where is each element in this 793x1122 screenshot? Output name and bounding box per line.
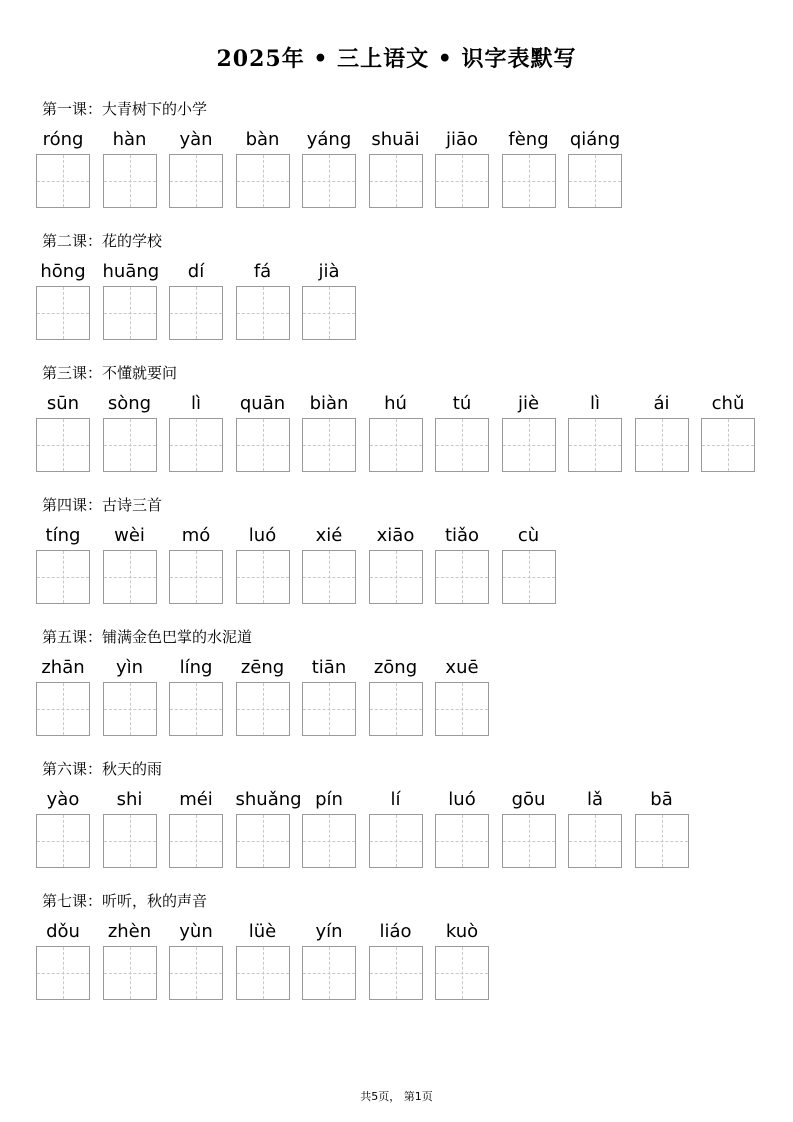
writing-grid-box	[36, 682, 90, 736]
writing-grid-box	[435, 814, 489, 868]
character-cell	[102, 261, 160, 340]
character-cell	[236, 922, 290, 1000]
pinyin-label: hōng	[40, 261, 86, 282]
pinyin-label: xié	[315, 525, 343, 546]
pinyin-label: quān	[239, 393, 286, 414]
character-cell	[36, 526, 90, 604]
pinyin-label: tíng	[45, 525, 81, 546]
pinyin-label: zhān	[41, 657, 85, 678]
pinyin-label: yáng	[306, 129, 352, 150]
pinyin-label: sòng	[107, 393, 152, 414]
pinyin-label: jiāo	[445, 129, 479, 150]
lesson-title: 第七课：听听，秋的声音	[42, 892, 208, 910]
pinyin-label: wèi	[114, 525, 145, 546]
writing-grid-box	[568, 154, 622, 208]
writing-grid-box	[369, 946, 423, 1000]
writing-grid-box	[36, 154, 90, 208]
writing-grid-box	[502, 154, 556, 208]
writing-grid-box	[36, 550, 90, 604]
writing-grid-box	[236, 550, 290, 604]
pinyin-label: tiān	[311, 657, 347, 678]
character-cell	[236, 394, 290, 472]
writing-grid-box	[369, 154, 423, 208]
pinyin-label: sūn	[46, 393, 80, 414]
writing-grid-box	[169, 418, 223, 472]
pinyin-label: qiáng	[569, 129, 621, 150]
pinyin-label: luó	[248, 525, 277, 546]
character-cell	[568, 130, 622, 208]
character-cell	[302, 130, 356, 208]
writing-grid-box	[435, 682, 489, 736]
character-row	[36, 526, 568, 604]
character-cell	[369, 790, 423, 868]
pinyin-label: lì	[190, 393, 201, 414]
pinyin-label: shuǎng	[235, 789, 302, 810]
pinyin-label: cù	[517, 525, 540, 546]
character-cell	[103, 526, 157, 604]
pinyin-label: yín	[315, 921, 343, 942]
character-cell	[169, 658, 223, 736]
character-cell	[302, 394, 356, 472]
character-cell	[635, 394, 689, 472]
character-row	[36, 922, 502, 1000]
writing-grid-box	[369, 682, 423, 736]
page-footer: 共5页， 第1页	[360, 1090, 433, 1103]
pinyin-label: róng	[42, 129, 84, 150]
character-cell	[302, 922, 356, 1000]
character-cell	[435, 130, 489, 208]
pinyin-label: biàn	[309, 393, 349, 414]
character-row	[36, 394, 768, 472]
character-cell	[169, 526, 223, 604]
writing-grid-box	[302, 682, 356, 736]
writing-grid-box	[302, 286, 356, 340]
writing-grid-box	[103, 154, 157, 208]
character-cell	[169, 130, 223, 208]
pinyin-label: ái	[653, 393, 670, 414]
writing-grid-box	[502, 814, 556, 868]
pinyin-label: zēng	[240, 657, 285, 678]
writing-grid-box	[36, 286, 90, 340]
writing-grid-box	[435, 550, 489, 604]
writing-grid-box	[103, 286, 157, 340]
character-cell	[36, 658, 90, 736]
character-cell	[36, 790, 90, 868]
writing-grid-box	[435, 946, 489, 1000]
pinyin-label: fá	[253, 261, 272, 282]
character-row	[36, 790, 701, 868]
character-cell	[235, 789, 302, 868]
pinyin-label: xiāo	[376, 525, 415, 546]
writing-grid-box	[701, 418, 755, 472]
character-cell	[236, 130, 290, 208]
lesson-title: 第一课：大青树下的小学	[42, 100, 208, 118]
writing-grid-box	[36, 814, 90, 868]
pinyin-label: luó	[448, 789, 476, 810]
pinyin-label: jiè	[517, 393, 540, 414]
writing-grid-box	[169, 286, 223, 340]
character-cell	[169, 262, 223, 340]
character-row	[36, 658, 502, 736]
pinyin-label: lí	[390, 789, 401, 810]
pinyin-label: yàn	[179, 129, 213, 150]
character-cell	[36, 262, 90, 340]
character-cell	[435, 790, 489, 868]
lesson-title: 第六课：秋天的雨	[42, 760, 163, 778]
character-cell	[369, 658, 423, 736]
writing-grid-box	[236, 418, 290, 472]
character-cell	[103, 394, 157, 472]
pinyin-label: lǎ	[586, 789, 604, 810]
pinyin-label: bàn	[245, 129, 280, 150]
character-cell	[36, 130, 90, 208]
pinyin-label: méi	[179, 789, 213, 810]
pinyin-label: bā	[650, 789, 673, 810]
writing-grid-box	[236, 154, 290, 208]
character-cell	[236, 262, 290, 340]
character-cell	[502, 394, 556, 472]
writing-grid-box	[369, 418, 423, 472]
writing-grid-box	[302, 154, 356, 208]
pinyin-label: líng	[179, 657, 213, 678]
writing-grid-box	[302, 946, 356, 1000]
lesson-title: 第五课：铺满金色巴掌的水泥道	[42, 628, 253, 646]
character-cell	[236, 526, 290, 604]
pinyin-label: mó	[181, 525, 211, 546]
writing-grid-box	[302, 814, 356, 868]
character-cell	[169, 790, 223, 868]
character-cell	[169, 394, 223, 472]
pinyin-label: yào	[46, 789, 80, 810]
writing-grid-box	[369, 550, 423, 604]
pinyin-label: liáo	[379, 921, 412, 942]
page-title: 2025年 • 三上语文 • 识字表默写	[216, 46, 577, 72]
character-cell	[502, 130, 556, 208]
pinyin-label: hú	[384, 393, 407, 414]
writing-grid-box	[435, 154, 489, 208]
writing-grid-box	[103, 418, 157, 472]
writing-grid-box	[635, 814, 689, 868]
writing-grid-box	[169, 154, 223, 208]
character-cell	[103, 658, 157, 736]
writing-grid-box	[103, 946, 157, 1000]
pinyin-label: fèng	[508, 129, 549, 150]
pinyin-label: pín	[315, 789, 343, 810]
writing-grid-box	[103, 814, 157, 868]
character-cell	[302, 526, 356, 604]
pinyin-label: yùn	[179, 921, 213, 942]
writing-grid-box	[435, 418, 489, 472]
writing-grid-box	[103, 682, 157, 736]
character-row	[36, 130, 635, 208]
pinyin-label: yìn	[115, 657, 144, 678]
character-cell	[103, 790, 157, 868]
pinyin-label: tiǎo	[444, 525, 480, 546]
character-cell	[701, 394, 755, 472]
lesson-title: 第二课：花的学校	[42, 232, 163, 250]
character-cell	[302, 790, 356, 868]
pinyin-label: lì	[589, 393, 600, 414]
character-cell	[302, 262, 356, 340]
pinyin-label: hàn	[112, 129, 147, 150]
character-cell	[435, 658, 489, 736]
character-cell	[369, 394, 423, 472]
character-cell	[435, 394, 489, 472]
pinyin-label: zhèn	[107, 921, 152, 942]
writing-grid-box	[502, 418, 556, 472]
writing-grid-box	[568, 814, 622, 868]
lesson-title: 第四课：古诗三首	[42, 496, 163, 514]
character-cell	[502, 790, 556, 868]
pinyin-label: tú	[452, 393, 472, 414]
pinyin-label: shuāi	[371, 129, 420, 150]
writing-grid-box	[302, 550, 356, 604]
pinyin-label: kuò	[445, 921, 479, 942]
lesson-title: 第三课：不懂就要问	[42, 364, 178, 382]
writing-grid-box	[169, 682, 223, 736]
character-cell	[369, 130, 423, 208]
writing-grid-box	[302, 418, 356, 472]
writing-grid-box	[169, 814, 223, 868]
writing-grid-box	[236, 946, 290, 1000]
pinyin-label: jià	[318, 261, 340, 282]
character-cell	[103, 922, 157, 1000]
pinyin-label: gōu	[511, 789, 546, 810]
pinyin-label: shi	[116, 789, 143, 810]
writing-grid-box	[568, 418, 622, 472]
character-cell	[169, 922, 223, 1000]
writing-grid-box	[236, 286, 290, 340]
writing-grid-box	[36, 946, 90, 1000]
pinyin-label: dí	[187, 261, 205, 282]
writing-grid-box	[236, 814, 290, 868]
character-row	[36, 262, 369, 340]
pinyin-label: zōng	[373, 657, 418, 678]
writing-grid-box	[169, 550, 223, 604]
character-cell	[435, 526, 489, 604]
character-cell	[369, 922, 423, 1000]
pinyin-label: lüè	[248, 921, 277, 942]
character-cell	[568, 394, 622, 472]
writing-grid-box	[169, 946, 223, 1000]
pinyin-label: chǔ	[711, 393, 745, 414]
pinyin-label: xuē	[445, 657, 479, 678]
writing-grid-box	[369, 814, 423, 868]
writing-grid-box	[635, 418, 689, 472]
character-cell	[36, 394, 90, 472]
character-cell	[369, 526, 423, 604]
pinyin-label: huāng	[102, 261, 160, 282]
character-cell	[502, 526, 556, 604]
character-cell	[236, 658, 290, 736]
writing-grid-box	[36, 418, 90, 472]
character-cell	[36, 922, 90, 1000]
character-cell	[302, 658, 356, 736]
character-cell	[635, 790, 689, 868]
character-cell	[435, 922, 489, 1000]
character-cell	[568, 790, 622, 868]
writing-grid-box	[502, 550, 556, 604]
writing-grid-box	[236, 682, 290, 736]
pinyin-label: dǒu	[46, 921, 80, 942]
writing-grid-box	[103, 550, 157, 604]
character-cell	[103, 130, 157, 208]
